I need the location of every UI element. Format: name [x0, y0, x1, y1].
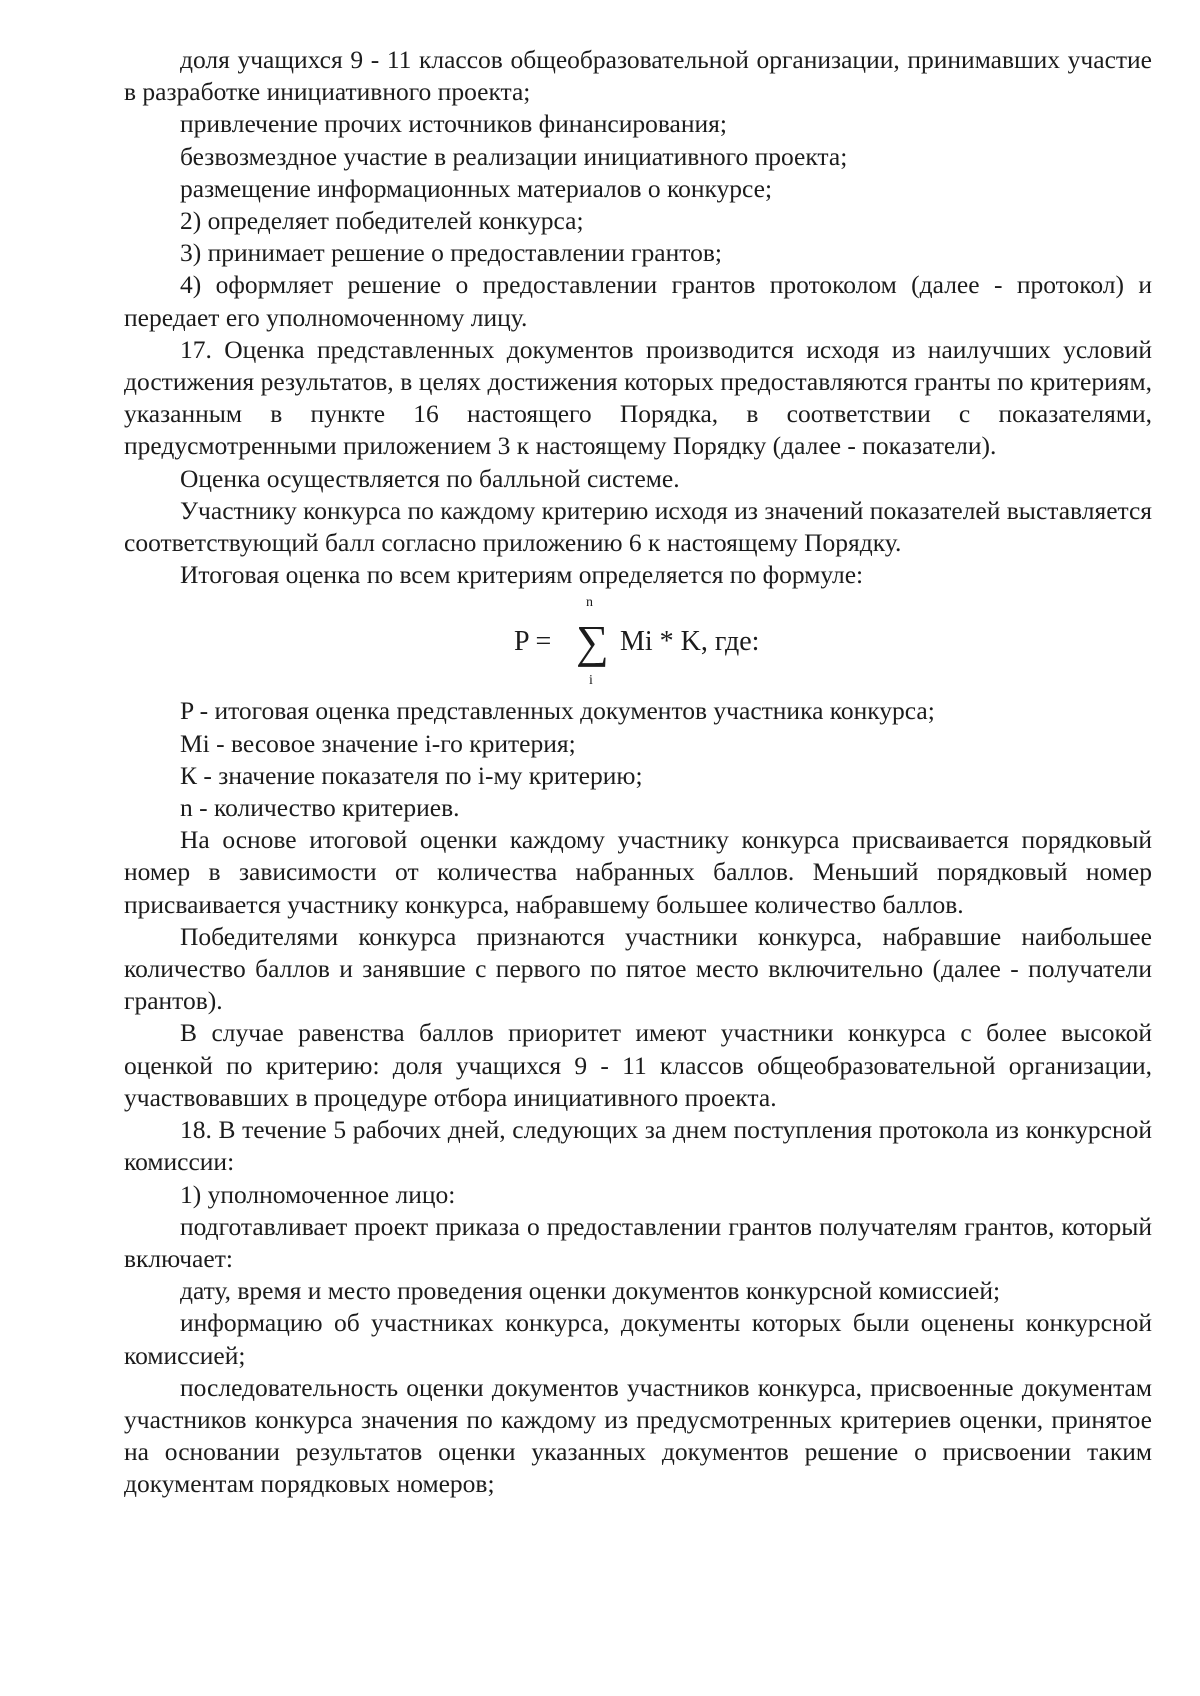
paragraph: На основе итоговой оценки каждому участнику конкурса присваивается порядковый номер в зависимости от количества набранных баллов. Меньший порядковый номер присваивается участнику конкурса, набравшему большее количество баллов.: [124, 825, 1152, 919]
paragraph: 4) оформляет решение о предоставлении грантов протоколом (далее - протокол) и передает его уполномоченному лицу.: [124, 270, 1152, 332]
paragraphs-top: [124, 44, 1152, 591]
paragraph: 2) определяет победителей конкурса;: [180, 206, 584, 236]
formula-rhs: Mi * K, где:: [620, 626, 760, 658]
score-formula: [124, 591, 1152, 695]
paragraphs-bottom: [124, 695, 1152, 1500]
formula-lhs: P =: [514, 626, 552, 658]
paragraph: 17. Оценка представленных документов производится исходя из наилучших условий достижения результатов, в целях достижения которых предоставляются гранты по критериям, указанным в пункте 16 настоящего Порядка, в соответствии с показателями, предусмотренными приложением 3 к настоящему Порядку (далее - показатели).: [124, 334, 1152, 461]
paragraph: Mi - весовое значение i-го критерия;: [180, 728, 576, 758]
paragraph: информацию об участниках конкурса, документы которых были оценены конкурсной комиссией;: [124, 1308, 1152, 1370]
paragraph: подготавливает проект приказа о предоставлении грантов получателям грантов, который включает:: [124, 1211, 1152, 1273]
formula-lower-limit: i: [589, 673, 593, 689]
paragraph: P - итоговая оценка представленных документов участника конкурса;: [180, 696, 935, 726]
paragraph: безвозмездное участие в реализации инициативного проекта;: [180, 141, 848, 171]
paragraph: последовательность оценки документов участников конкурса, присвоенные документам участников конкурса значения по каждому из предусмотренных критериев оценки, принятое на основании результатов оценки указанных документов решение о присвоении таким документам порядковых номеров;: [124, 1372, 1152, 1499]
paragraph: 18. В течение 5 рабочих дней, следующих за днем поступления протокола из конкурсной комиссии:: [124, 1115, 1152, 1177]
paragraph: В случае равенства баллов приоритет имеют участники конкурса с более высокой оценкой по критерию: доля учащихся 9 - 11 классов общеобразовательной организации, участвовавших в процедуре отбора инициативного проекта.: [124, 1018, 1152, 1112]
sum-sign: ∑: [576, 616, 609, 668]
paragraph: 1) уполномоченное лицо:: [180, 1179, 456, 1209]
paragraph: размещение информационных материалов о конкурсе;: [180, 173, 773, 203]
document-page: [124, 44, 1152, 1501]
paragraph: К - значение показателя по i-му критерию;: [180, 760, 643, 790]
paragraph: 3) принимает решение о предоставлении грантов;: [180, 238, 722, 268]
formula-upper-limit: n: [586, 595, 593, 611]
paragraph: Победителями конкурса признаются участники конкурса, набравшие наибольшее количество баллов и занявшие с первого по пятое место включительно (далее - получатели грантов).: [124, 921, 1152, 1016]
paragraph: дату, время и место проведения оценки документов конкурсной комиссией;: [180, 1276, 1001, 1306]
paragraph: Участнику конкурса по каждому критерию исходя из значений показателей выставляется соответствующий балл согласно приложению 6 к настоящему Порядку.: [124, 495, 1153, 558]
paragraph: привлечение прочих источников финансирования;: [180, 109, 727, 139]
paragraph: доля учащихся 9 - 11 классов общеобразовательной организации, принимавших участие в разработке инициативного проекта;: [124, 45, 1152, 107]
paragraph: Оценка осуществляется по балльной системе.: [180, 463, 680, 493]
paragraph: n - количество критериев.: [180, 793, 460, 823]
paragraph: Итоговая оценка по всем критериям определяется по формуле:: [180, 560, 864, 590]
